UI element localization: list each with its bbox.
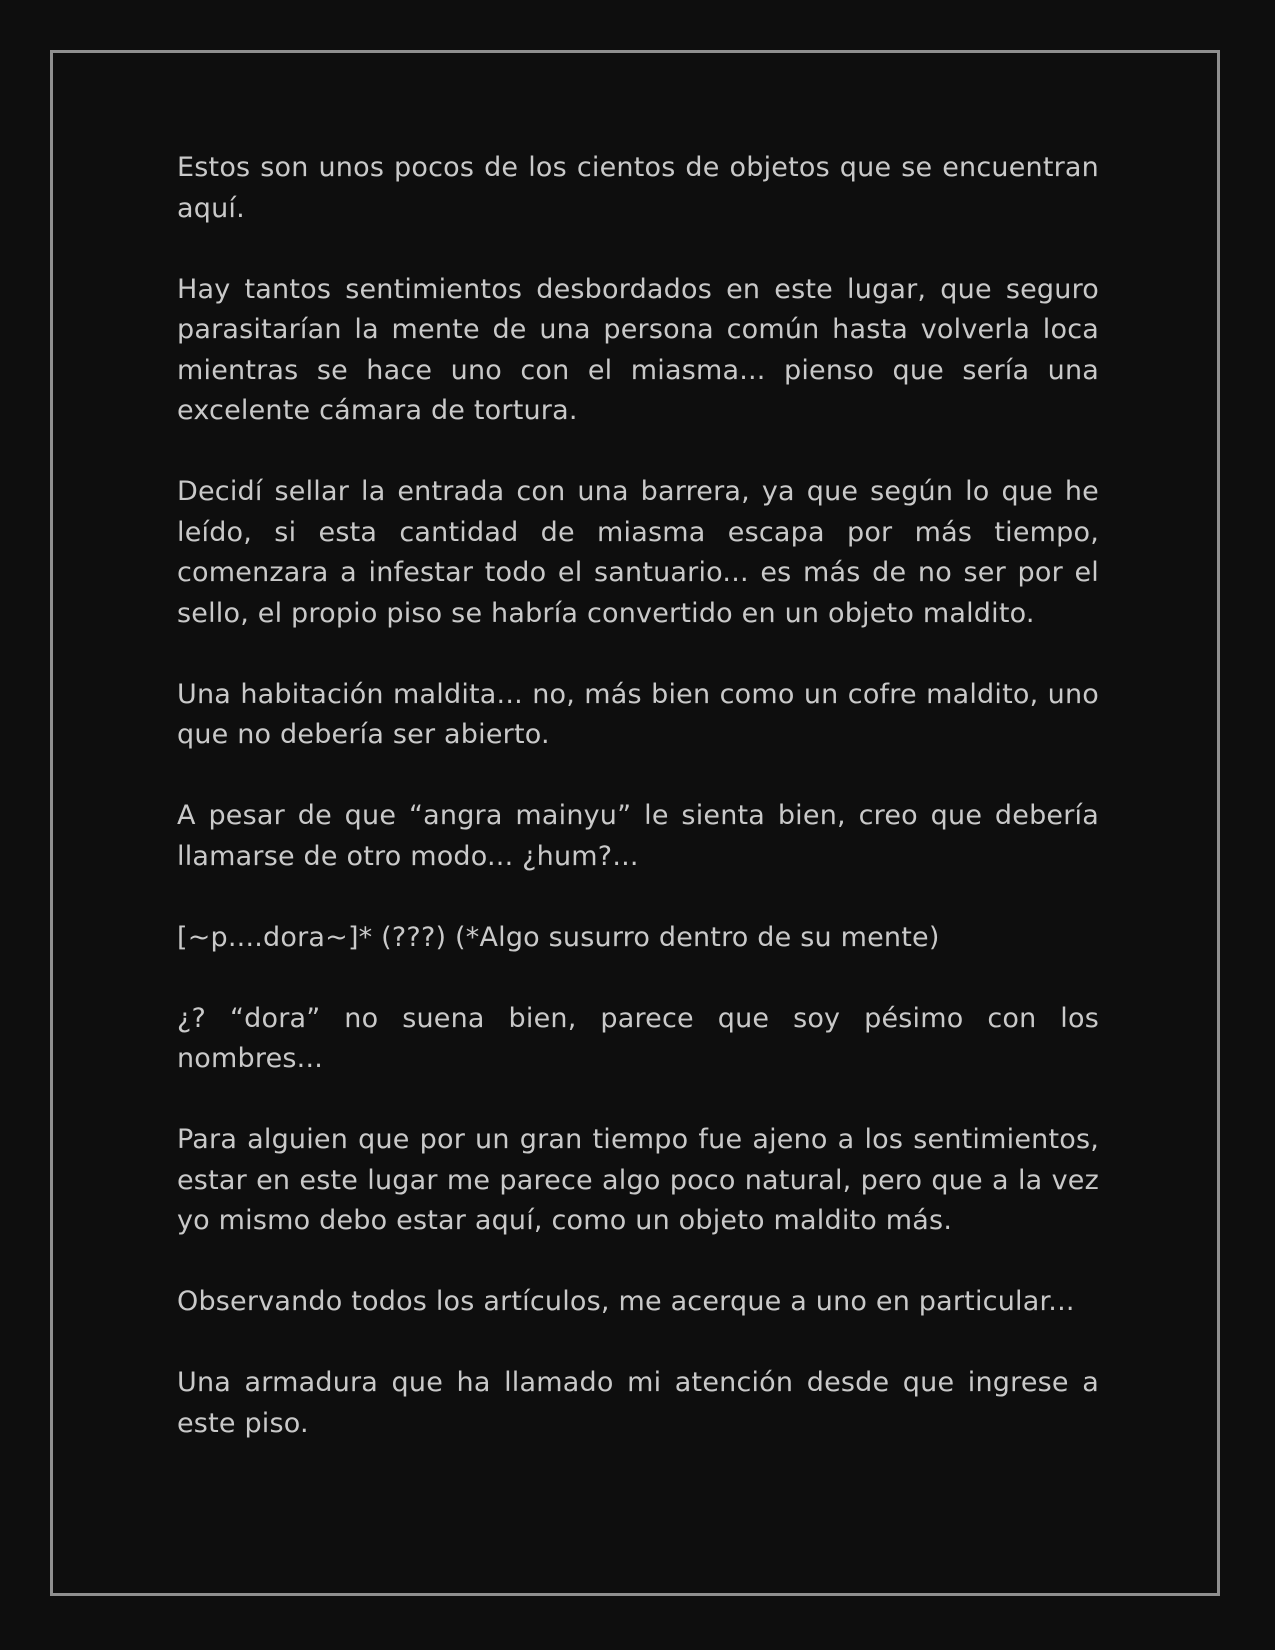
- text-body: [177, 148, 1099, 1444]
- paragraph: Estos son unos pocos de los cientos de objetos que se encuentran aquí.: [177, 152, 1099, 224]
- paragraph: Para alguien que por un gran tiempo fue ajeno a los sentimientos, estar en este lugar me parece algo poco natural, pero que a la vez yo mismo debo estar aquí, como un objeto maldito más.: [177, 1124, 1099, 1236]
- paragraph: Decidí sellar la entrada con una barrera, ya que según lo que he leído, si esta cantidad de miasma escapa por más tiempo, comenzara a infestar todo el santuario... es más de no ser por el sello, el propio piso se habría convertido en un objeto maldito.: [177, 476, 1099, 629]
- paragraph: Una habitación maldita... no, más bien como un cofre maldito, uno que no debería ser abierto.: [177, 678, 1099, 750]
- paragraph: Una armadura que ha llamado mi atención desde que ingrese a este piso.: [177, 1367, 1099, 1439]
- paragraph: Hay tantos sentimientos desbordados en este lugar, que seguro parasitarían la mente de una persona común hasta volverla loca mientras se hace uno con el miasma... pienso que sería una excelente cámara de tortura.: [177, 273, 1099, 426]
- paragraph: [~p....dora~]* (???) (*Algo susurro dentro de su mente): [177, 921, 940, 953]
- paragraph: Observando todos los artículos, me acerque a uno en particular...: [177, 1286, 1075, 1317]
- paragraph: A pesar de que “angra mainyu” le sienta bien, creo que debería llamarse de otro modo... ¿hum?...: [177, 800, 1099, 872]
- paragraph: ¿? “dora” no suena bien, parece que soy pésimo con los nombres...: [177, 1002, 1099, 1074]
